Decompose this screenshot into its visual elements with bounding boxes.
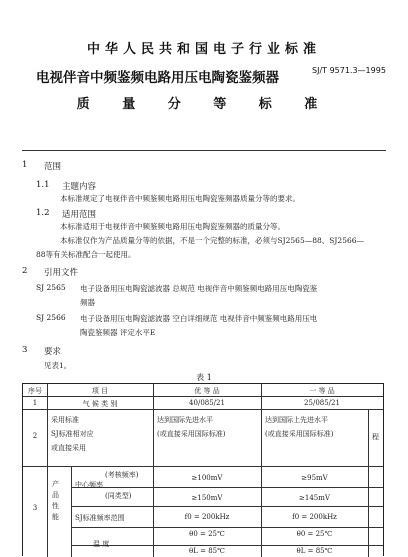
table-col-divider <box>47 384 48 557</box>
section-number: 3 <box>22 345 28 355</box>
table-cell-excellent: ≥150mV <box>191 494 223 502</box>
table-col-divider <box>71 466 72 557</box>
document-subtitle: 质 量 分 等 标 准 <box>76 97 332 112</box>
table-side-label: 程 <box>372 433 379 441</box>
table-row-divider <box>23 466 383 467</box>
section-number: 2 <box>22 266 28 276</box>
table-cell-num: 3 <box>32 504 38 512</box>
reference-code: SJ 2565 <box>36 283 66 292</box>
document-title: 电视伴音中频鉴频电路用压电陶瓷鉴频器 <box>36 70 279 86</box>
table-cell-num: 2 <box>32 432 38 440</box>
table-cell-item: SJ标准相对应 <box>51 430 94 438</box>
table-header-first: 一 等 品 <box>309 387 335 395</box>
section-title: 适用范围 <box>62 210 97 220</box>
table-cell-item: SJ标准频率范围 <box>75 514 125 522</box>
table-row-divider <box>23 409 383 410</box>
table-cell-num: 1 <box>32 399 38 407</box>
section-text-line: 本标准适用于电视伴音中频鉴频电路用压电陶瓷鉴频器的质量分等。 <box>60 222 285 231</box>
table-cell-excellent: ≥100mV <box>191 474 223 482</box>
standard-code: SJ/T 9571.3—1995 <box>312 66 386 75</box>
table-header-item: 项 目 <box>91 387 109 395</box>
table-cell-first: (或直接采用国际标准) <box>265 430 334 438</box>
section-text: 本标准规定了电视伴音中频鉴频电路用压电陶瓷鉴频器质量分等的要求。 <box>60 194 300 203</box>
table-row-divider <box>71 527 383 528</box>
table-cell-excellent: 达到国际先进水平 <box>157 416 213 424</box>
table-cell-excellent: 40/085/21 <box>189 399 225 407</box>
table-cell-item: 或直接采用 <box>51 444 86 452</box>
table-cell-first: θL = 85℃ <box>296 547 333 555</box>
table-cell-item: 采用标准 <box>51 416 79 424</box>
table-cell-item: 温 度 <box>93 540 110 548</box>
reference-title-cont: 陶瓷鉴频器 评定水平E <box>80 328 156 337</box>
table-cell-first: ≥95mV <box>301 474 328 482</box>
section-title: 主题内容 <box>62 182 97 192</box>
table-cell-first: f0 = 200kHz <box>292 513 337 521</box>
table-cell-item: 气 候 类 别 <box>82 400 118 408</box>
section-text-line: 88等有关标准配合一起使用。 <box>36 250 136 259</box>
table-cell-first: 达到国际上先进水平 <box>265 416 328 424</box>
table-cell-item: (考核频率) <box>105 471 139 479</box>
table-row-divider <box>71 506 383 507</box>
section-number: 1.1 <box>36 180 50 190</box>
table-cell-item: 中心频率 <box>75 481 103 489</box>
header-divider <box>22 150 386 151</box>
requirements-table <box>22 383 384 556</box>
table-row-divider <box>71 487 383 488</box>
table-header-excellent: 优 等 品 <box>194 387 220 395</box>
table-cell-excellent: θL = 85℃ <box>189 547 225 555</box>
table-cell-item: (同类型) <box>105 492 132 500</box>
table-header-num: 序号 <box>28 387 42 395</box>
reference-code: SJ 2566 <box>36 313 66 322</box>
table-cell-first: ≥145mV <box>299 494 330 502</box>
table-cell-excellent: (或直接采用国际标准) <box>157 430 226 438</box>
table-cell-excellent: θ0 = 25℃ <box>189 530 225 538</box>
table-cell-first: 25/085/21 <box>304 399 340 407</box>
table-group-label: 产品性能 <box>52 480 59 521</box>
section-number: 1 <box>22 160 28 170</box>
standard-type-header: 中华人民共和国电子行业标准 <box>86 42 321 57</box>
table-cell-first: θ0 = 25℃ <box>296 530 333 538</box>
section-title: 要求 <box>44 347 62 357</box>
section-title: 引用文件 <box>44 268 79 278</box>
table-cell-excellent: f0 = 200kHz <box>184 513 230 521</box>
table-caption: 表 1 <box>196 373 212 382</box>
reference-title: 电子设备用压电陶瓷滤波器 空白详细规范 电视伴音中频鉴频电路用压电 <box>80 314 318 323</box>
reference-title: 电子设备用压电陶瓷滤波器 总规范 电视伴音中频鉴频电路用压电陶瓷鉴 <box>80 284 318 293</box>
section-text-line: 本标准仅作为产品质量分等的依据，不是一个完整的标准，必须与SJ2565—88、SJ2566— <box>60 236 365 245</box>
table-row-divider <box>71 545 383 546</box>
requirements-intro: 见表1。 <box>44 361 72 370</box>
section-number: 1.2 <box>36 208 50 218</box>
section-title: 范围 <box>44 162 62 172</box>
table-row-divider <box>23 396 383 397</box>
reference-title-cont: 频器 <box>80 298 95 307</box>
